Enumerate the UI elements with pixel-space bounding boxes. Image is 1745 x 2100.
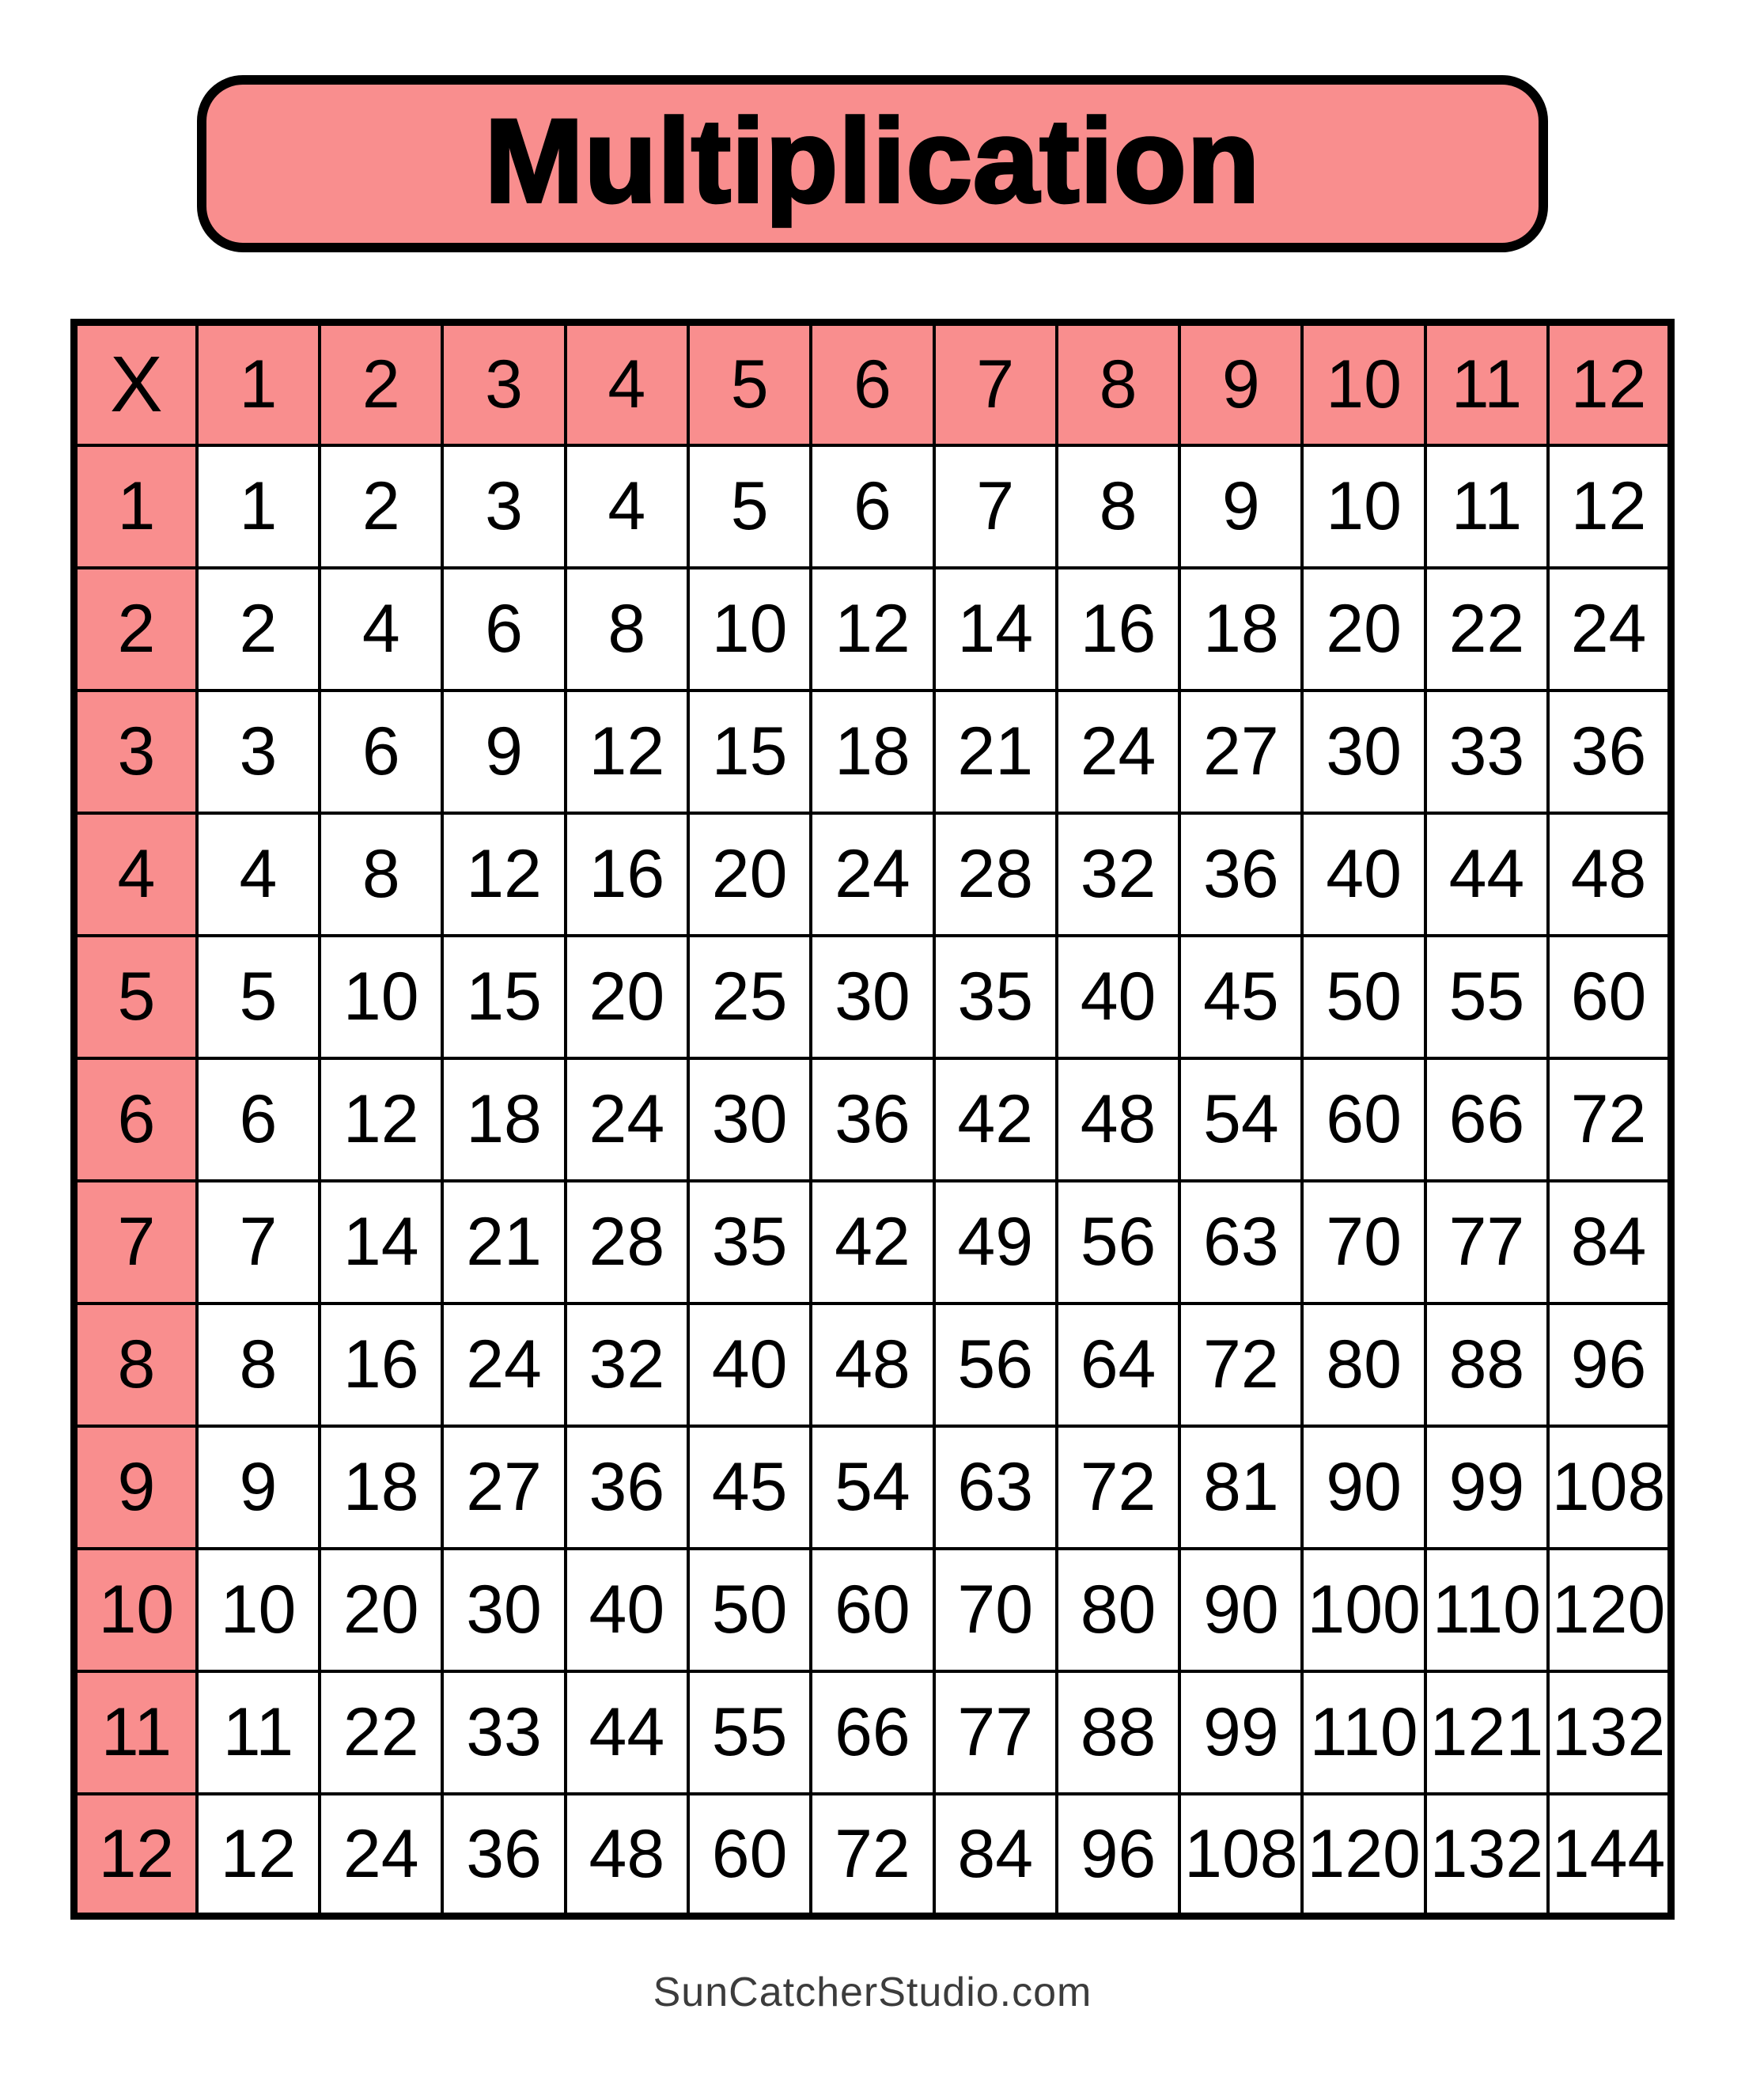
product-cell: 63 — [1179, 1181, 1302, 1304]
product-cell: 36 — [811, 1058, 933, 1181]
table-row — [74, 1304, 1671, 1426]
table-body — [74, 445, 1671, 1916]
product-cell: 3 — [442, 445, 565, 568]
product-cell: 4 — [320, 568, 442, 691]
product-cell: 44 — [1425, 813, 1548, 936]
product-cell: 90 — [1179, 1549, 1302, 1671]
table-row — [74, 568, 1671, 691]
product-cell: 64 — [1057, 1304, 1179, 1426]
product-cell: 40 — [1302, 813, 1425, 936]
product-cell: 99 — [1179, 1671, 1302, 1794]
table-row — [74, 1181, 1671, 1304]
product-cell: 18 — [811, 691, 933, 813]
product-cell: 18 — [1179, 568, 1302, 691]
product-cell: 70 — [934, 1549, 1057, 1671]
product-cell: 36 — [442, 1794, 565, 1916]
table-row — [74, 1058, 1671, 1181]
product-cell: 24 — [1548, 568, 1671, 691]
product-cell: 36 — [1179, 813, 1302, 936]
product-cell: 80 — [1302, 1304, 1425, 1426]
product-cell: 120 — [1548, 1549, 1671, 1671]
product-cell: 16 — [566, 813, 688, 936]
product-cell: 108 — [1548, 1426, 1671, 1549]
product-cell: 14 — [320, 1181, 442, 1304]
table-row — [74, 1671, 1671, 1794]
product-cell: 96 — [1548, 1304, 1671, 1426]
product-cell: 72 — [1548, 1058, 1671, 1181]
product-cell: 10 — [197, 1549, 320, 1671]
product-cell: 84 — [1548, 1181, 1671, 1304]
row-header: 1 — [74, 445, 197, 568]
product-cell: 72 — [1057, 1426, 1179, 1549]
product-cell: 12 — [442, 813, 565, 936]
product-cell: 110 — [1302, 1671, 1425, 1794]
column-header: 6 — [811, 323, 933, 445]
product-cell: 63 — [934, 1426, 1057, 1549]
product-cell: 16 — [320, 1304, 442, 1426]
product-cell: 16 — [1057, 568, 1179, 691]
product-cell: 48 — [1057, 1058, 1179, 1181]
product-cell: 77 — [1425, 1181, 1548, 1304]
product-cell: 21 — [934, 691, 1057, 813]
row-header: 12 — [74, 1794, 197, 1916]
product-cell: 22 — [1425, 568, 1548, 691]
product-cell: 4 — [197, 813, 320, 936]
product-cell: 35 — [934, 936, 1057, 1058]
product-cell: 27 — [1179, 691, 1302, 813]
product-cell: 40 — [1057, 936, 1179, 1058]
product-cell: 7 — [197, 1181, 320, 1304]
product-cell: 48 — [1548, 813, 1671, 936]
product-cell: 60 — [811, 1549, 933, 1671]
product-cell: 12 — [566, 691, 688, 813]
product-cell: 50 — [688, 1549, 811, 1671]
product-cell: 28 — [934, 813, 1057, 936]
product-cell: 48 — [566, 1794, 688, 1916]
product-cell: 24 — [811, 813, 933, 936]
product-cell: 54 — [1179, 1058, 1302, 1181]
row-header: 5 — [74, 936, 197, 1058]
multiplication-table — [70, 319, 1675, 1920]
product-cell: 56 — [934, 1304, 1057, 1426]
product-cell: 120 — [1302, 1794, 1425, 1916]
product-cell: 44 — [566, 1671, 688, 1794]
row-header: 9 — [74, 1426, 197, 1549]
product-cell: 20 — [688, 813, 811, 936]
product-cell: 30 — [442, 1549, 565, 1671]
row-header: 11 — [74, 1671, 197, 1794]
product-cell: 121 — [1425, 1671, 1548, 1794]
product-cell: 55 — [1425, 936, 1548, 1058]
title-banner — [197, 75, 1548, 252]
row-header: 8 — [74, 1304, 197, 1426]
product-cell: 88 — [1057, 1671, 1179, 1794]
product-cell: 21 — [442, 1181, 565, 1304]
table-row — [74, 813, 1671, 936]
column-header: 3 — [442, 323, 565, 445]
product-cell: 110 — [1425, 1549, 1548, 1671]
product-cell: 60 — [1302, 1058, 1425, 1181]
product-cell: 24 — [442, 1304, 565, 1426]
product-cell: 77 — [934, 1671, 1057, 1794]
column-header: 8 — [1057, 323, 1179, 445]
product-cell: 28 — [566, 1181, 688, 1304]
product-cell: 1 — [197, 445, 320, 568]
product-cell: 24 — [1057, 691, 1179, 813]
product-cell: 40 — [688, 1304, 811, 1426]
product-cell: 66 — [811, 1671, 933, 1794]
product-cell: 54 — [811, 1426, 933, 1549]
product-cell: 20 — [320, 1549, 442, 1671]
product-cell: 11 — [1425, 445, 1548, 568]
table-row — [74, 1794, 1671, 1916]
product-cell: 7 — [934, 445, 1057, 568]
product-cell: 8 — [566, 568, 688, 691]
product-cell: 88 — [1425, 1304, 1548, 1426]
page-title: Multiplication — [484, 94, 1261, 227]
product-cell: 9 — [442, 691, 565, 813]
table-row — [74, 445, 1671, 568]
product-cell: 2 — [197, 568, 320, 691]
table-row — [74, 691, 1671, 813]
product-cell: 144 — [1548, 1794, 1671, 1916]
product-cell: 9 — [197, 1426, 320, 1549]
product-cell: 5 — [197, 936, 320, 1058]
product-cell: 33 — [442, 1671, 565, 1794]
product-cell: 70 — [1302, 1181, 1425, 1304]
product-cell: 33 — [1425, 691, 1548, 813]
product-cell: 24 — [320, 1794, 442, 1916]
column-header: 12 — [1548, 323, 1671, 445]
table-row — [74, 936, 1671, 1058]
product-cell: 90 — [1302, 1426, 1425, 1549]
product-cell: 50 — [1302, 936, 1425, 1058]
column-header: 5 — [688, 323, 811, 445]
product-cell: 5 — [688, 445, 811, 568]
product-cell: 15 — [442, 936, 565, 1058]
product-cell: 6 — [442, 568, 565, 691]
table-header — [74, 323, 1671, 445]
product-cell: 45 — [1179, 936, 1302, 1058]
product-cell: 10 — [1302, 445, 1425, 568]
product-cell: 108 — [1179, 1794, 1302, 1916]
product-cell: 81 — [1179, 1426, 1302, 1549]
row-header: 10 — [74, 1549, 197, 1671]
product-cell: 11 — [197, 1671, 320, 1794]
product-cell: 72 — [811, 1794, 933, 1916]
column-header: 4 — [566, 323, 688, 445]
product-cell: 10 — [320, 936, 442, 1058]
product-cell: 55 — [688, 1671, 811, 1794]
product-cell: 12 — [811, 568, 933, 691]
row-header: 7 — [74, 1181, 197, 1304]
product-cell: 6 — [320, 691, 442, 813]
product-cell: 30 — [1302, 691, 1425, 813]
column-header: 11 — [1425, 323, 1548, 445]
product-cell: 8 — [320, 813, 442, 936]
header-row — [74, 323, 1671, 445]
product-cell: 6 — [197, 1058, 320, 1181]
product-cell: 80 — [1057, 1549, 1179, 1671]
product-cell: 35 — [688, 1181, 811, 1304]
product-cell: 20 — [566, 936, 688, 1058]
product-cell: 42 — [811, 1181, 933, 1304]
table-row — [74, 1426, 1671, 1549]
product-cell: 132 — [1425, 1794, 1548, 1916]
product-cell: 12 — [1548, 445, 1671, 568]
product-cell: 4 — [566, 445, 688, 568]
corner-cell: X — [74, 323, 197, 445]
product-cell: 36 — [1548, 691, 1671, 813]
product-cell: 40 — [566, 1549, 688, 1671]
footer-credit: SunCatcherStudio.com — [653, 1969, 1092, 2015]
product-cell: 99 — [1425, 1426, 1548, 1549]
row-header: 3 — [74, 691, 197, 813]
product-cell: 36 — [566, 1426, 688, 1549]
product-cell: 42 — [934, 1058, 1057, 1181]
column-header: 9 — [1179, 323, 1302, 445]
product-cell: 18 — [320, 1426, 442, 1549]
product-cell: 25 — [688, 936, 811, 1058]
product-cell: 30 — [688, 1058, 811, 1181]
product-cell: 45 — [688, 1426, 811, 1549]
product-cell: 60 — [688, 1794, 811, 1916]
product-cell: 84 — [934, 1794, 1057, 1916]
product-cell: 3 — [197, 691, 320, 813]
product-cell: 15 — [688, 691, 811, 813]
column-header: 7 — [934, 323, 1057, 445]
column-header: 10 — [1302, 323, 1425, 445]
product-cell: 132 — [1548, 1671, 1671, 1794]
product-cell: 9 — [1179, 445, 1302, 568]
product-cell: 20 — [1302, 568, 1425, 691]
row-header: 2 — [74, 568, 197, 691]
product-cell: 18 — [442, 1058, 565, 1181]
product-cell: 14 — [934, 568, 1057, 691]
table-row — [74, 1549, 1671, 1671]
product-cell: 12 — [320, 1058, 442, 1181]
row-header: 4 — [74, 813, 197, 936]
product-cell: 2 — [320, 445, 442, 568]
product-cell: 10 — [688, 568, 811, 691]
product-cell: 96 — [1057, 1794, 1179, 1916]
product-cell: 22 — [320, 1671, 442, 1794]
product-cell: 12 — [197, 1794, 320, 1916]
product-cell: 27 — [442, 1426, 565, 1549]
product-cell: 72 — [1179, 1304, 1302, 1426]
product-cell: 49 — [934, 1181, 1057, 1304]
product-cell: 48 — [811, 1304, 933, 1426]
product-cell: 32 — [1057, 813, 1179, 936]
column-header: 1 — [197, 323, 320, 445]
product-cell: 8 — [197, 1304, 320, 1426]
product-cell: 32 — [566, 1304, 688, 1426]
product-cell: 8 — [1057, 445, 1179, 568]
product-cell: 100 — [1302, 1549, 1425, 1671]
product-cell: 66 — [1425, 1058, 1548, 1181]
column-header: 2 — [320, 323, 442, 445]
product-cell: 24 — [566, 1058, 688, 1181]
product-cell: 30 — [811, 936, 933, 1058]
product-cell: 60 — [1548, 936, 1671, 1058]
product-cell: 6 — [811, 445, 933, 568]
page — [0, 75, 1745, 2016]
product-cell: 56 — [1057, 1181, 1179, 1304]
row-header: 6 — [74, 1058, 197, 1181]
